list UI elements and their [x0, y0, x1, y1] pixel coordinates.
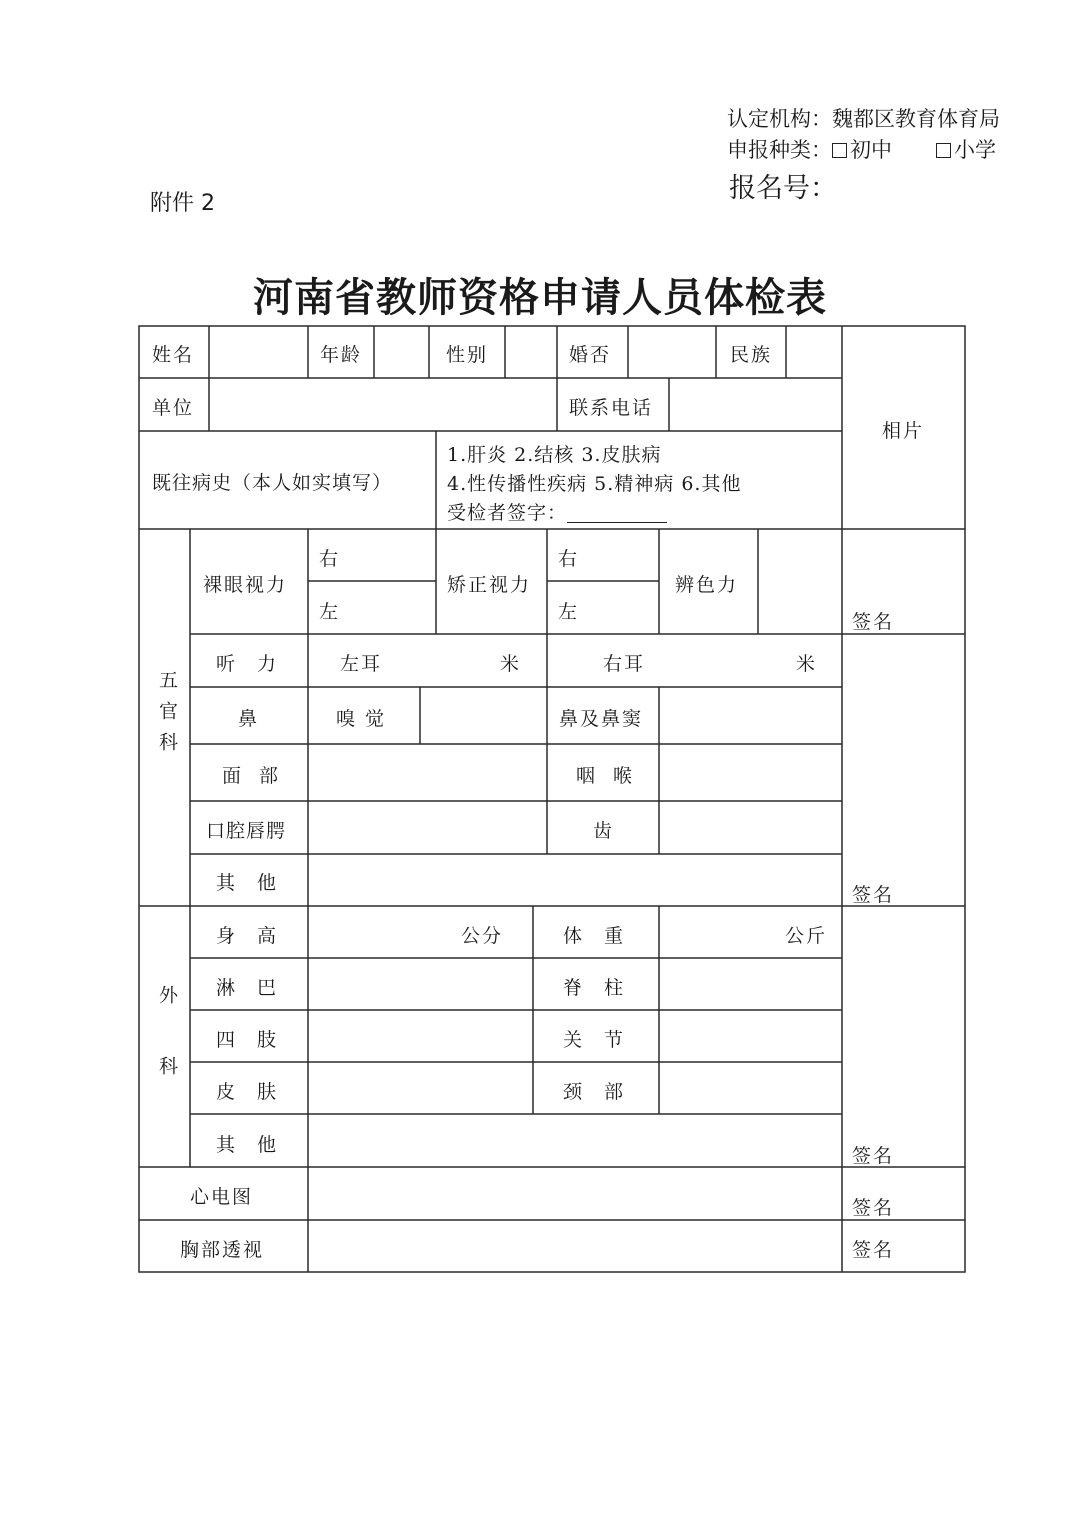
- corrected-vision-label: 矫正视力: [447, 574, 532, 596]
- history-options-1: 1.肝炎 2.结核 3.皮肤病: [447, 444, 662, 466]
- gender-label: 性别: [446, 344, 489, 366]
- weight-unit: 公斤: [785, 925, 828, 947]
- height-unit: 公分: [461, 925, 504, 947]
- examinee-signature[interactable]: [447, 498, 667, 525]
- phone-label: 联系电话: [569, 397, 654, 419]
- vision-signature-label: 签名: [852, 611, 895, 633]
- ent-other-label: 其 他: [216, 872, 285, 894]
- left-ear-label: 左耳: [340, 653, 383, 675]
- corrected-left-label: 左: [558, 601, 580, 623]
- color-vision-label: 辨色力: [675, 574, 739, 596]
- right-ear-unit: 米: [796, 653, 818, 675]
- ethnicity-label: 民族: [730, 344, 773, 366]
- application-type-label: 申报种类：: [727, 138, 832, 162]
- throat-label: 咽 喉: [576, 765, 639, 787]
- registration-number[interactable]: 报名号：: [729, 173, 837, 204]
- chest-signature-label: 签名: [852, 1239, 895, 1261]
- attachment-label: 附件 2: [150, 191, 215, 216]
- joints-label: 关 节: [563, 1029, 632, 1051]
- lymph-label: 淋 巴: [216, 977, 285, 999]
- ecg-signature-label: 签名: [852, 1197, 895, 1219]
- left-ear-unit: 米: [500, 653, 522, 675]
- ent-signature-label: 签名: [852, 884, 895, 906]
- surgery-other-label: 其 他: [216, 1134, 285, 1156]
- medical-history-label: 既往病史（本人如实填写）: [152, 472, 393, 494]
- naked-right-label: 右: [319, 548, 341, 570]
- teeth-label: 齿: [593, 820, 615, 842]
- naked-vision-label: 裸眼视力: [203, 574, 288, 596]
- skin-label: 皮 肤: [216, 1081, 285, 1103]
- weight-label: 体 重: [563, 925, 632, 947]
- face-label: 面 部: [222, 765, 285, 787]
- height-label: 身 高: [216, 925, 285, 947]
- nose-label: 鼻: [238, 708, 260, 730]
- neck-label: 颈 部: [563, 1081, 632, 1103]
- limbs-label: 四 肢: [216, 1029, 285, 1051]
- nasal-sinus-label: 鼻及鼻窦: [559, 708, 644, 730]
- name-label: 姓名: [152, 344, 195, 366]
- option-junior-high: 初中: [850, 138, 892, 162]
- photo-label: 相片: [882, 420, 925, 442]
- corrected-right-label: 右: [558, 548, 580, 570]
- age-label: 年龄: [320, 344, 363, 366]
- signature-line[interactable]: [567, 522, 667, 523]
- smell-label: 嗅 觉: [336, 708, 387, 730]
- surgery-section-label: 外科: [156, 985, 178, 1127]
- naked-left-label: 左: [319, 601, 341, 623]
- oral-label: 口腔唇腭: [206, 820, 287, 842]
- ecg-label: 心电图: [190, 1186, 254, 1208]
- right-ear-label: 右耳: [603, 653, 646, 675]
- unit-label: 单位: [152, 397, 195, 419]
- examinee-signature-label: 受检者签字：: [447, 502, 568, 524]
- hearing-label: 听 力: [216, 653, 285, 675]
- surgery-signature-label: 签名: [852, 1145, 895, 1167]
- chest-xray-label: 胸部透视: [180, 1239, 265, 1261]
- marital-label: 婚否: [569, 344, 612, 366]
- history-options-2: 4.性传播性疾病 5.精神病 6.其他: [447, 473, 742, 495]
- ent-section-label: 五官科: [156, 670, 178, 763]
- certifying-agency: 认定机构：魏都区教育体育局: [727, 107, 1000, 131]
- option-primary: 小学: [954, 138, 996, 162]
- form-title: 河南省教师资格申请人员体检表: [253, 274, 827, 321]
- spine-label: 脊 柱: [563, 977, 632, 999]
